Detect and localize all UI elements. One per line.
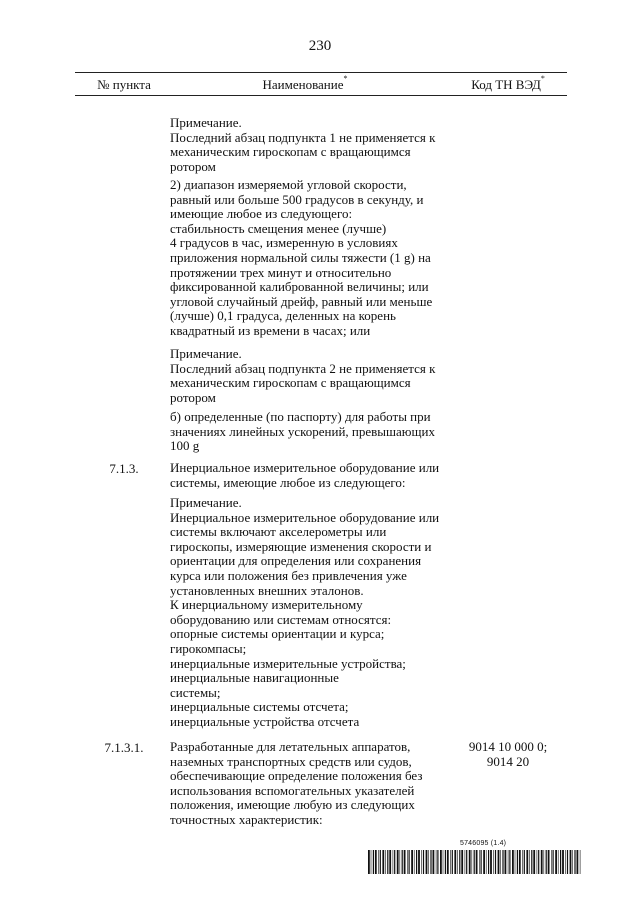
note-block: Примечание. Последний абзац подпункта 1 не применяется к механическим гироскопам с вращающимся ротором [170, 115, 436, 174]
footnote-mark: * [343, 74, 348, 83]
barcode-image [368, 850, 583, 874]
barcode-label: 5746095 (1.4) [460, 840, 507, 847]
item-text: б) определенные (по паспорту) для работы при значениях линейных ускорений, превышающих 100 g [170, 409, 435, 454]
header-top-rule [75, 72, 567, 73]
note-block: Примечание. Инерциальное измерительное оборудование или системы включают акселерометры или гироскопы, измеряющие изменения скорости и ориентации для определения или сохранения курса или положения без привлечения уже установленных внешних эталонов. К инерциальному измерительному оборудованию или системам относятся: опорные системы ориентации и курса; гирокомпасы; инерциальные измерительные устройства; инерциальные навигационные системы; инерциальные системы отсчета; инерциальные устройства отсчета [170, 495, 440, 729]
header-col-number: № пункта [97, 77, 151, 92]
item-code: 9014 10 000 0; 9014 20 [468, 739, 548, 769]
item-number: 7.1.3.1. [104, 740, 144, 755]
note-block: Примечание. Последний абзац подпункта 2 не применяется к механическим гироскопам с вращающимся ротором [170, 346, 436, 405]
item-text: 2) диапазон измеряемой угловой скорости, равный или больше 500 градусов в секунду, и имеющие любое из следующего: стабильность смещения менее (лучше) 4 градусов в час, измеренную в условиях приложения нормальной силы тяжести (1 g) на протяжении трех минут и относительно фиксированной калиброванной величины; или угловой случайный дрейф, равный или меньше (лучше) 0,1 градуса, деленных на корень квадратный из времени в часах; или [170, 177, 433, 338]
header-col-code: Код ТН ВЭД* [471, 74, 545, 92]
page-number: 230 [308, 38, 332, 54]
header-col-name: Наименование* [262, 74, 348, 92]
item-number: 7.1.3. [109, 461, 139, 476]
header-bottom-rule [75, 95, 567, 96]
item-text: Инерциальное измерительное оборудование или системы, имеющие любое из следующего: [170, 460, 440, 490]
item-text: Разработанные для летательных аппаратов, наземных транспортных средств или судов, обеспечивающие определение положения без использования вспомогательных указателей положения, имеющие любую из следующих точностных характеристик: [170, 739, 423, 827]
footnote-mark: * [540, 74, 545, 83]
